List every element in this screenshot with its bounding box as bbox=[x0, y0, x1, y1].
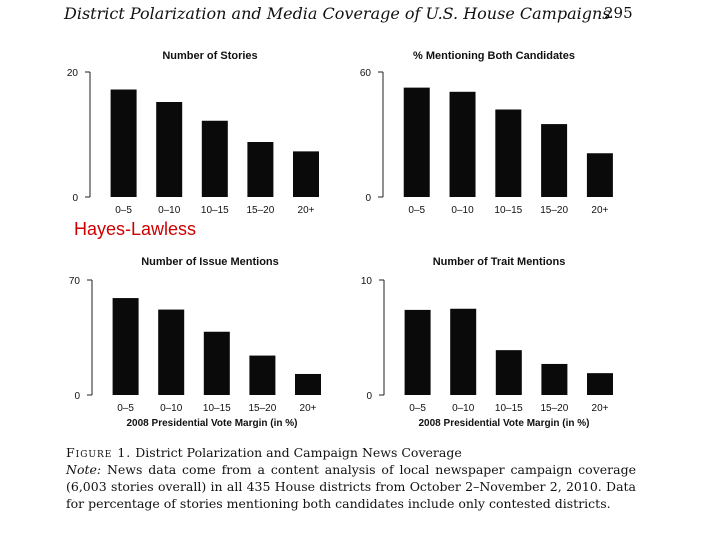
x-tick-label: 0–5 bbox=[117, 403, 134, 414]
x-tick-label: 0–5 bbox=[115, 205, 132, 216]
bar-4 bbox=[541, 124, 567, 197]
note-label: Note: bbox=[66, 462, 102, 477]
x-axis-label: 2008 Presidential Vote Margin (in %) bbox=[418, 418, 590, 429]
x-tick-label: 0–5 bbox=[408, 205, 426, 216]
x-tick-label: 10–15 bbox=[200, 205, 229, 216]
bar-2 bbox=[450, 309, 476, 395]
x-tick-label: 0–10 bbox=[452, 403, 475, 414]
x-tick-label: 20+ bbox=[591, 205, 609, 216]
running-head: District Polarization and Media Coverage of U.S. House Campaigns bbox=[64, 4, 611, 23]
bar-1 bbox=[111, 90, 137, 198]
bar-2 bbox=[158, 310, 184, 395]
x-tick-label: 10–15 bbox=[202, 403, 231, 414]
bar-4 bbox=[247, 142, 273, 197]
chart-title: % Mentioning Both Candidates bbox=[413, 50, 575, 62]
x-tick-label: 20+ bbox=[299, 403, 317, 414]
bar-1 bbox=[405, 310, 431, 395]
bar-2 bbox=[156, 102, 182, 197]
figure-label: Figure 1. bbox=[66, 445, 132, 460]
y-tick-label: 60 bbox=[359, 68, 371, 79]
note-text: News data come from a content analysis of local newspaper campaign coverage (6,003 stories overall) in all 435 House districts from October 2–November 2, 2010. Data for percentage of stories mentioning both candidates include only contested districts. bbox=[66, 462, 636, 511]
y-tick-label: 70 bbox=[68, 276, 80, 287]
author-label: Hayes-Lawless bbox=[74, 219, 197, 239]
y-tick-label: 0 bbox=[72, 193, 78, 204]
caption-heading bbox=[66, 444, 636, 461]
x-tick-label: 0–5 bbox=[409, 403, 426, 414]
x-tick-label: 10–15 bbox=[494, 205, 523, 216]
x-tick-label: 15–20 bbox=[540, 403, 569, 414]
chart-title: Number of Issue Mentions bbox=[141, 256, 279, 268]
page-number: 295 bbox=[604, 4, 633, 22]
bar-5 bbox=[293, 151, 319, 197]
y-tick-label: 20 bbox=[66, 68, 78, 79]
bar-1 bbox=[113, 298, 139, 395]
caption-note bbox=[66, 461, 636, 512]
figure-title: District Polarization and Campaign News Coverage bbox=[135, 445, 462, 460]
x-tick-label: 20+ bbox=[297, 205, 315, 216]
chart-title: Number of Stories bbox=[162, 50, 258, 62]
figure-caption bbox=[66, 444, 636, 512]
bar-1 bbox=[404, 88, 430, 197]
y-tick-label: 0 bbox=[74, 391, 80, 402]
x-tick-label: 0–10 bbox=[160, 403, 183, 414]
x-tick-label: 10–15 bbox=[494, 403, 523, 414]
bar-4 bbox=[541, 364, 567, 395]
bar-4 bbox=[249, 356, 275, 395]
y-tick-label: 0 bbox=[366, 391, 372, 402]
x-tick-label: 15–20 bbox=[248, 403, 277, 414]
bar-2 bbox=[450, 92, 476, 197]
x-tick-label: 15–20 bbox=[246, 205, 275, 216]
x-tick-label: 0–10 bbox=[158, 205, 181, 216]
bar-3 bbox=[495, 110, 521, 198]
x-axis-label: 2008 Presidential Vote Margin (in %) bbox=[126, 418, 298, 429]
x-tick-label: 20+ bbox=[591, 403, 609, 414]
x-tick-label: 15–20 bbox=[540, 205, 569, 216]
bar-5 bbox=[587, 153, 613, 197]
chart-title: Number of Trait Mentions bbox=[432, 256, 566, 268]
x-tick-label: 0–10 bbox=[451, 205, 474, 216]
y-tick-label: 10 bbox=[360, 276, 372, 287]
bar-3 bbox=[202, 121, 228, 197]
bar-3 bbox=[204, 332, 230, 395]
bar-5 bbox=[587, 373, 613, 395]
bar-3 bbox=[496, 350, 522, 395]
y-tick-label: 0 bbox=[365, 193, 371, 204]
bar-5 bbox=[295, 374, 321, 395]
